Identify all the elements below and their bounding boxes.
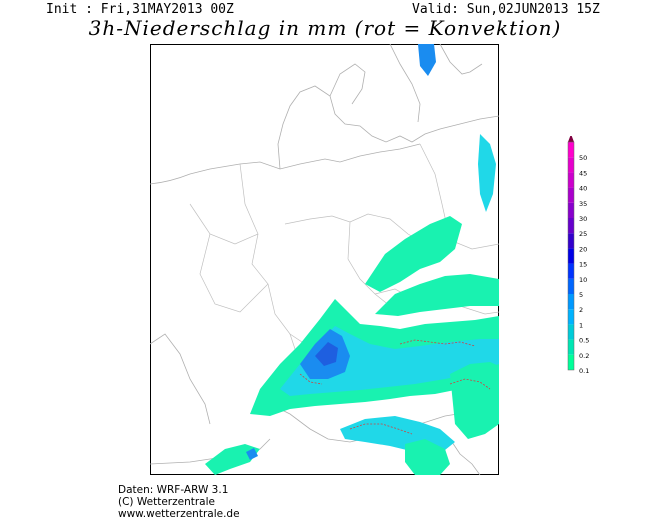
legend-swatch <box>568 340 574 355</box>
legend-level-label: 1 <box>579 321 584 330</box>
map-frame <box>151 45 499 475</box>
valid-time-label: Valid: Sun,02JUN2013 15Z <box>412 2 600 17</box>
legend-level-label: 35 <box>579 199 588 208</box>
legend-swatch <box>568 279 574 294</box>
legend-level-label: 10 <box>579 275 588 284</box>
legend-swatch <box>568 355 574 370</box>
legend-level-label: 20 <box>579 245 588 254</box>
legend-level-label: 30 <box>579 215 588 223</box>
legend-level-label: 0.2 <box>579 351 590 360</box>
credits <box>118 484 240 520</box>
legend-level-label: 0.1 <box>579 367 590 375</box>
legend-swatch <box>568 218 574 233</box>
legend-top-arrow <box>568 136 574 142</box>
map-title: 3h-Niederschlag in mm (rot = Konvektion) <box>88 16 562 40</box>
credits-data-source: Daten: WRF-ARW 3.1 <box>118 484 229 496</box>
credits-copyright: (C) Wetterzentrale <box>118 496 215 508</box>
precipitation-map <box>150 44 499 475</box>
legend-swatch <box>568 188 574 203</box>
credits-website[interactable]: www.wetterzentrale.de <box>118 508 240 520</box>
legend-swatch <box>568 142 574 157</box>
legend-swatch <box>568 172 574 187</box>
precipitation-legend <box>556 136 616 376</box>
legend-swatch <box>568 248 574 263</box>
legend-swatch <box>568 294 574 309</box>
legend-level-label: 2 <box>579 306 584 315</box>
legend-color-bar <box>568 136 574 370</box>
legend-labels <box>579 154 589 375</box>
legend-level-label: 40 <box>579 184 588 193</box>
legend-level-label: 25 <box>579 230 588 239</box>
legend-swatch <box>568 203 574 218</box>
legend-swatch <box>568 324 574 339</box>
legend-level-label: 15 <box>579 260 588 269</box>
legend-swatch <box>568 233 574 248</box>
legend-level-label: 45 <box>579 169 588 178</box>
legend-swatch <box>568 157 574 172</box>
legend-swatch <box>568 264 574 279</box>
init-time-label: Init : Fri,31MAY2013 00Z <box>46 2 234 17</box>
legend-level-label: 5 <box>579 291 584 299</box>
legend-swatch <box>568 309 574 324</box>
legend-level-label: 0.5 <box>579 336 590 345</box>
legend-level-label: 50 <box>579 154 588 163</box>
